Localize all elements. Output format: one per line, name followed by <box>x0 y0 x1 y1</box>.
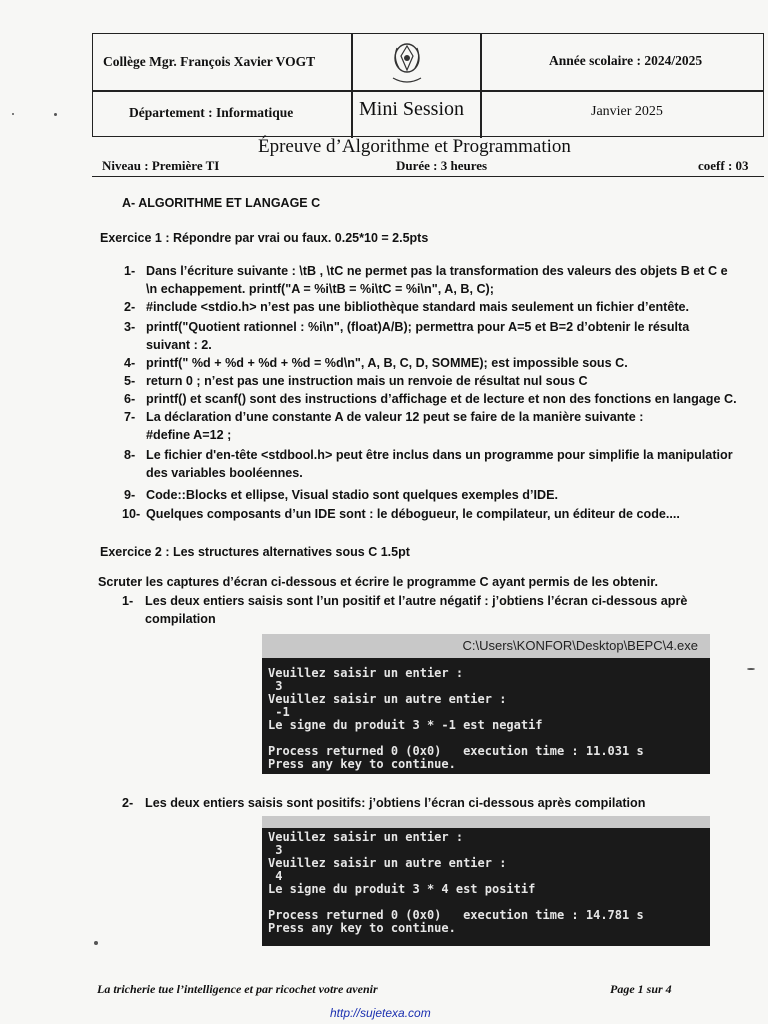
school-seal-logo <box>383 38 431 86</box>
console-line: 4 <box>268 869 283 883</box>
console-line: -1 <box>268 705 290 719</box>
item-number: 8- <box>124 448 136 462</box>
item-text: des variables booléennes. <box>146 466 303 480</box>
console-titlebar <box>262 816 710 828</box>
console-screenshot <box>262 816 710 946</box>
footer-motto: La tricherie tue l’intelligence et par ricochet votre avenir <box>97 982 378 996</box>
scan-speck <box>12 113 14 115</box>
department: Département : Informatique <box>129 105 294 120</box>
source-link[interactable]: http://sujetexa.com <box>330 1006 431 1020</box>
console-line: Veuillez saisir un entier : <box>268 666 464 680</box>
console-screenshot <box>262 634 710 774</box>
scan-speck <box>94 941 98 945</box>
scan-speck <box>54 113 57 116</box>
exercise-2-instructions: Scruter les captures d’écran ci-dessous et écrire le programme C ayant permis de les obtenir. <box>98 575 658 589</box>
console-line: Veuillez saisir un autre entier : <box>268 856 507 870</box>
divider <box>351 34 353 138</box>
duration: Durée : 3 heures <box>396 158 488 173</box>
item-text: La déclaration d’une constante A de valeur 12 peut se faire de la manière suivante : <box>146 410 644 424</box>
item-number: 3- <box>124 320 136 334</box>
question-text: Les deux entiers saisis sont l’un positif et l’autre négatif : j’obtiens l’écran ci-dessous aprè <box>145 594 688 608</box>
exercise-1-title: Exercice 1 : Répondre par vrai ou faux. 0.25*10 = 2.5pts <box>100 231 429 245</box>
exam-title: Épreuve d’Algorithme et Programmation <box>258 136 571 157</box>
item-text: Dans l’écriture suivante : \tB , \tC ne permet pas la transformation des valeurs des objets B et C e <box>146 264 728 278</box>
coefficient: coeff : 03 <box>698 158 749 173</box>
question-number: 1- <box>122 594 134 608</box>
page-number: Page 1 sur 4 <box>610 982 672 996</box>
exercise-2-title: Exercice 2 : Les structures alternatives sous C 1.5pt <box>100 545 410 559</box>
item-number: 4- <box>124 356 136 370</box>
scan-speck <box>747 668 755 670</box>
question-text: Les deux entiers saisis sont positifs: j’obtiens l’écran ci-dessous après compilation <box>145 796 646 810</box>
school-year: Année scolaire : 2024/2025 <box>549 53 703 68</box>
item-number: 9- <box>124 488 136 502</box>
console-line: Veuillez saisir un entier : <box>268 830 464 844</box>
item-number: 1- <box>124 264 136 278</box>
console-line: Process returned 0 (0x0) execution time : 14.781 s <box>268 908 644 922</box>
item-number: 6- <box>124 392 136 406</box>
item-number: 7- <box>124 410 136 424</box>
exam-date: Janvier 2025 <box>591 104 663 119</box>
console-line: 3 <box>268 679 283 693</box>
session-title: Mini Session <box>359 98 465 120</box>
item-text: Quelques composants d’un IDE sont : le débogueur, le compilateur, un éditeur de code.... <box>146 507 680 521</box>
school-name: Collège Mgr. François Xavier VOGT <box>103 54 316 69</box>
item-text: Le fichier d'en-tête <stdbool.h> peut être inclus dans un programme pour simplifie la manipulatior <box>146 448 733 462</box>
question-text: compilation <box>145 612 216 626</box>
item-text: return 0 ; n’est pas une instruction mais un renvoie de résultat nul sous C <box>146 374 588 388</box>
item-text: printf(" %d + %d + %d + %d = %d\n", A, B, C, D, SOMME); est impossible sous C. <box>146 356 628 370</box>
item-text: \n echappement. printf("A = %i\tB = %i\tC = %i\n", A, B, C); <box>146 282 494 296</box>
divider <box>480 34 482 138</box>
item-text: #include <stdio.h> n’est pas une bibliothèque standard mais seulement un fichier d’entête. <box>146 300 690 314</box>
console-line: Process returned 0 (0x0) execution time : 11.031 s <box>268 744 644 758</box>
console-line: Press any key to continue. <box>268 921 456 935</box>
item-number: 5- <box>124 374 136 388</box>
item-text: printf() et scanf() sont des instructions d’affichage et de lecture et non des fonctions en langage C. <box>146 392 737 406</box>
item-text: #define A=12 ; <box>146 428 232 442</box>
level: Niveau : Première TI <box>102 158 220 173</box>
item-number: 10- <box>122 507 141 521</box>
item-text: printf("Quotient rationnel : %i\n", (float)A/B); permettra pour A=5 et B=2 d’obtenir le résulta <box>146 320 690 334</box>
item-number: 2- <box>124 300 136 314</box>
exam-info-row <box>92 156 764 177</box>
item-text: suivant : 2. <box>146 338 212 352</box>
console-line: Press any key to continue. <box>268 757 456 771</box>
divider <box>93 90 763 92</box>
header-table <box>92 33 764 137</box>
console-line: Le signe du produit 3 * -1 est negatif <box>268 718 543 732</box>
console-titlebar <box>262 634 710 658</box>
question-number: 2- <box>122 796 134 810</box>
console-path: C:\Users\KONFOR\Desktop\BEPC\4.exe <box>462 638 698 653</box>
console-line: 3 <box>268 843 283 857</box>
item-text: Code::Blocks et ellipse, Visual stadio sont quelques exemples d’IDE. <box>146 488 558 502</box>
section-a-title: A- ALGORITHME ET LANGAGE C <box>122 196 321 210</box>
console-line: Le signe du produit 3 * 4 est positif <box>268 882 536 896</box>
console-line: Veuillez saisir un autre entier : <box>268 692 507 706</box>
